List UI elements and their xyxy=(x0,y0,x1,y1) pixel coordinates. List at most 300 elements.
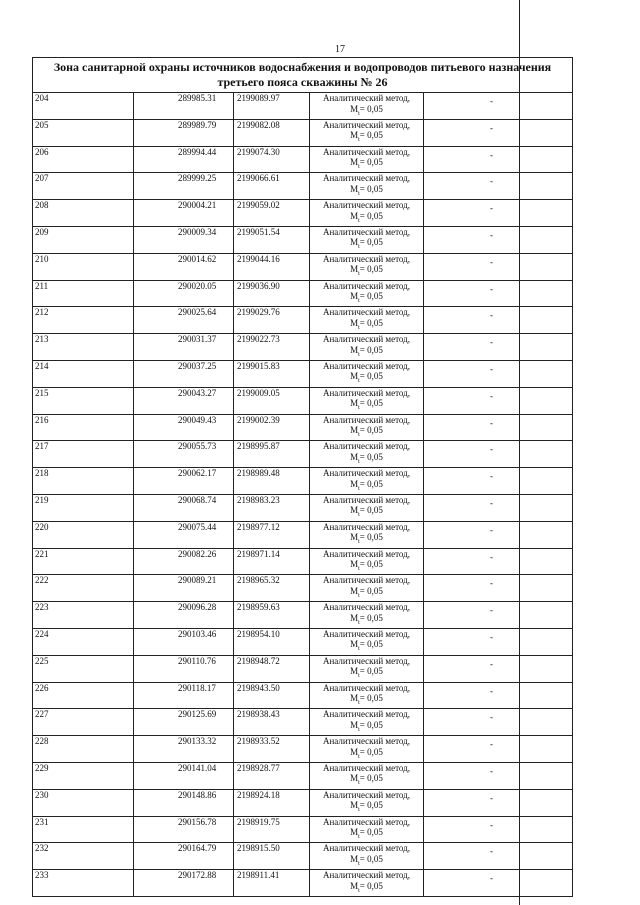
x-coordinate-cell: 290164.79 xyxy=(134,843,234,870)
accuracy-subscript: t xyxy=(358,860,360,867)
method-cell xyxy=(310,762,424,789)
accuracy-symbol: M xyxy=(350,183,359,194)
y-coordinate-cell: 2198977.12 xyxy=(234,521,310,548)
accuracy-value: = 0,05 xyxy=(359,317,383,328)
accuracy-subscript: t xyxy=(358,539,360,546)
dash-mark: - xyxy=(490,363,493,374)
method-accuracy xyxy=(310,130,423,145)
method-name: Аналитический метод, xyxy=(322,173,411,184)
method-accuracy xyxy=(310,184,423,199)
method-name: Аналитический метод, xyxy=(322,334,411,345)
table-row xyxy=(33,307,573,334)
table-row xyxy=(33,414,573,441)
x-coordinate-cell: 290103.46 xyxy=(134,628,234,655)
method-cell xyxy=(310,441,424,468)
method-cell xyxy=(310,253,424,280)
point-number-cell: 221 xyxy=(33,548,134,575)
accuracy-value: = 0,05 xyxy=(359,880,383,891)
dash-mark: - xyxy=(490,497,493,508)
point-number-cell: 228 xyxy=(33,736,134,763)
note-cell xyxy=(424,280,573,307)
x-coordinate-cell: 290148.86 xyxy=(134,789,234,816)
note-cell xyxy=(424,146,573,173)
x-coordinate-cell: 290133.32 xyxy=(134,736,234,763)
accuracy-subscript: t xyxy=(358,673,360,680)
y-coordinate-cell: 2198943.50 xyxy=(234,682,310,709)
accuracy-symbol: M xyxy=(350,666,359,677)
accuracy-subscript: t xyxy=(358,324,360,331)
accuracy-value: = 0,05 xyxy=(359,853,383,864)
method-cell xyxy=(310,816,424,843)
point-number-cell: 223 xyxy=(33,602,134,629)
method-accuracy xyxy=(310,291,423,306)
method-name: Аналитический метод, xyxy=(322,253,411,264)
table-row xyxy=(33,575,573,602)
accuracy-subscript: t xyxy=(358,190,360,197)
point-number-cell: 217 xyxy=(33,441,134,468)
accuracy-value: = 0,05 xyxy=(359,800,383,811)
accuracy-subscript: t xyxy=(358,431,360,438)
x-coordinate-cell: 290118.17 xyxy=(134,682,234,709)
dash-mark: - xyxy=(490,712,493,723)
accuracy-subscript: t xyxy=(358,753,360,760)
dash-mark: - xyxy=(490,390,493,401)
method-cell xyxy=(310,521,424,548)
method-accuracy xyxy=(310,720,423,735)
point-number-cell: 229 xyxy=(33,762,134,789)
dash-mark: - xyxy=(490,578,493,589)
note-cell xyxy=(424,870,573,897)
table-row xyxy=(33,736,573,763)
method-accuracy xyxy=(310,827,423,842)
note-cell xyxy=(424,628,573,655)
accuracy-value: = 0,05 xyxy=(359,746,383,757)
method-name: Аналитический метод, xyxy=(322,682,411,693)
note-cell xyxy=(424,602,573,629)
dash-mark: - xyxy=(490,873,493,884)
method-accuracy xyxy=(310,639,423,654)
x-coordinate-cell: 290110.76 xyxy=(134,655,234,682)
accuracy-symbol: M xyxy=(350,210,359,221)
note-cell xyxy=(424,387,573,414)
method-accuracy xyxy=(310,264,423,279)
method-name: Аналитический метод, xyxy=(322,521,411,532)
note-cell xyxy=(424,843,573,870)
y-coordinate-cell: 2198928.77 xyxy=(234,762,310,789)
x-coordinate-cell: 290049.43 xyxy=(134,414,234,441)
accuracy-subscript: t xyxy=(358,512,360,519)
note-cell xyxy=(424,709,573,736)
coordinates-table xyxy=(32,57,573,897)
dash-mark: - xyxy=(490,417,493,428)
accuracy-symbol: M xyxy=(350,693,359,704)
method-cell xyxy=(310,789,424,816)
accuracy-subscript: t xyxy=(358,351,360,358)
dash-mark: - xyxy=(490,471,493,482)
x-coordinate-cell: 289985.31 xyxy=(134,93,234,120)
accuracy-symbol: M xyxy=(350,317,359,328)
x-coordinate-cell: 290025.64 xyxy=(134,307,234,334)
method-accuracy xyxy=(310,398,423,413)
method-accuracy xyxy=(310,800,423,815)
note-cell xyxy=(424,468,573,495)
accuracy-value: = 0,05 xyxy=(359,585,383,596)
x-coordinate-cell: 289994.44 xyxy=(134,146,234,173)
x-coordinate-cell: 289989.79 xyxy=(134,119,234,146)
x-coordinate-cell: 290172.88 xyxy=(134,870,234,897)
method-name: Аналитический метод, xyxy=(322,468,411,479)
point-number-cell: 212 xyxy=(33,307,134,334)
method-accuracy xyxy=(310,452,423,467)
dash-mark: - xyxy=(490,337,493,348)
point-number-cell: 227 xyxy=(33,709,134,736)
accuracy-value: = 0,05 xyxy=(359,291,383,302)
method-name: Аналитический метод, xyxy=(322,709,411,720)
accuracy-symbol: M xyxy=(350,853,359,864)
y-coordinate-cell: 2199059.02 xyxy=(234,200,310,227)
method-name: Аналитический метод, xyxy=(322,360,411,371)
accuracy-subscript: t xyxy=(358,110,360,117)
accuracy-symbol: M xyxy=(350,505,359,516)
point-number-cell: 205 xyxy=(33,119,134,146)
accuracy-symbol: M xyxy=(350,344,359,355)
y-coordinate-cell: 2199002.39 xyxy=(234,414,310,441)
table-row xyxy=(33,334,573,361)
accuracy-value: = 0,05 xyxy=(359,505,383,516)
x-coordinate-cell: 290096.28 xyxy=(134,602,234,629)
method-accuracy xyxy=(310,559,423,574)
method-accuracy xyxy=(310,613,423,628)
note-cell xyxy=(424,789,573,816)
point-number-cell: 214 xyxy=(33,360,134,387)
method-cell xyxy=(310,119,424,146)
note-cell xyxy=(424,441,573,468)
method-name: Аналитический метод, xyxy=(322,762,411,773)
y-coordinate-cell: 2199051.54 xyxy=(234,226,310,253)
method-accuracy xyxy=(310,532,423,547)
method-accuracy xyxy=(310,345,423,360)
method-cell xyxy=(310,360,424,387)
accuracy-value: = 0,05 xyxy=(359,371,383,382)
method-name: Аналитический метод, xyxy=(322,119,411,130)
accuracy-value: = 0,05 xyxy=(359,451,383,462)
method-name: Аналитический метод, xyxy=(322,280,411,291)
note-cell xyxy=(424,253,573,280)
table-row xyxy=(33,548,573,575)
method-name: Аналитический метод, xyxy=(322,387,411,398)
y-coordinate-cell: 2199044.16 xyxy=(234,253,310,280)
y-coordinate-cell: 2199036.90 xyxy=(234,280,310,307)
dash-mark: - xyxy=(490,819,493,830)
dash-mark: - xyxy=(490,792,493,803)
y-coordinate-cell: 2198938.43 xyxy=(234,709,310,736)
method-accuracy xyxy=(310,854,423,869)
dash-mark: - xyxy=(490,122,493,133)
x-coordinate-cell: 290055.73 xyxy=(134,441,234,468)
point-number-cell: 231 xyxy=(33,816,134,843)
accuracy-subscript: t xyxy=(358,244,360,251)
note-cell xyxy=(424,655,573,682)
x-coordinate-cell: 290068.74 xyxy=(134,494,234,521)
method-accuracy xyxy=(310,237,423,252)
x-coordinate-cell: 290141.04 xyxy=(134,762,234,789)
dash-mark: - xyxy=(490,524,493,535)
point-number-cell: 211 xyxy=(33,280,134,307)
note-cell xyxy=(424,816,573,843)
dash-mark: - xyxy=(490,739,493,750)
accuracy-value: = 0,05 xyxy=(359,398,383,409)
y-coordinate-cell: 2199066.61 xyxy=(234,173,310,200)
accuracy-subscript: t xyxy=(358,137,360,144)
accuracy-value: = 0,05 xyxy=(359,237,383,248)
table-row xyxy=(33,870,573,897)
method-cell xyxy=(310,468,424,495)
x-coordinate-cell: 290020.05 xyxy=(134,280,234,307)
dash-mark: - xyxy=(490,685,493,696)
dash-mark: - xyxy=(490,765,493,776)
table-row xyxy=(33,119,573,146)
point-number-cell: 230 xyxy=(33,789,134,816)
point-number-cell: 209 xyxy=(33,226,134,253)
method-name: Аналитический метод, xyxy=(322,628,411,639)
accuracy-symbol: M xyxy=(350,532,359,543)
table-row xyxy=(33,93,573,120)
method-name: Аналитический метод, xyxy=(322,602,411,613)
y-coordinate-cell: 2198924.18 xyxy=(234,789,310,816)
page-number: 17 xyxy=(335,44,345,55)
dash-mark: - xyxy=(490,658,493,669)
method-name: Аналитический метод, xyxy=(322,575,411,586)
note-cell xyxy=(424,173,573,200)
y-coordinate-cell: 2199029.76 xyxy=(234,307,310,334)
point-number-cell: 204 xyxy=(33,93,134,120)
note-cell xyxy=(424,521,573,548)
dash-mark: - xyxy=(490,551,493,562)
accuracy-value: = 0,05 xyxy=(359,425,383,436)
method-cell xyxy=(310,602,424,629)
accuracy-subscript: t xyxy=(358,699,360,706)
point-number-cell: 216 xyxy=(33,414,134,441)
y-coordinate-cell: 2198983.23 xyxy=(234,494,310,521)
accuracy-subscript: t xyxy=(358,565,360,572)
accuracy-symbol: M xyxy=(350,157,359,168)
accuracy-value: = 0,05 xyxy=(359,344,383,355)
dash-mark: - xyxy=(490,444,493,455)
table-row xyxy=(33,468,573,495)
point-number-cell: 218 xyxy=(33,468,134,495)
table-row xyxy=(33,602,573,629)
y-coordinate-cell: 2199015.83 xyxy=(234,360,310,387)
table-row xyxy=(33,280,573,307)
table-row xyxy=(33,226,573,253)
table-row xyxy=(33,628,573,655)
accuracy-symbol: M xyxy=(350,773,359,784)
accuracy-subscript: t xyxy=(358,405,360,412)
method-cell xyxy=(310,387,424,414)
table-row xyxy=(33,146,573,173)
y-coordinate-cell: 2198995.87 xyxy=(234,441,310,468)
method-cell xyxy=(310,736,424,763)
y-coordinate-cell: 2199082.08 xyxy=(234,119,310,146)
dash-mark: - xyxy=(490,631,493,642)
point-number-cell: 232 xyxy=(33,843,134,870)
accuracy-subscript: t xyxy=(358,485,360,492)
method-cell xyxy=(310,843,424,870)
method-cell xyxy=(310,307,424,334)
accuracy-subscript: t xyxy=(358,458,360,465)
point-number-cell: 206 xyxy=(33,146,134,173)
table-header-row xyxy=(33,58,573,93)
accuracy-subscript: t xyxy=(358,163,360,170)
accuracy-symbol: M xyxy=(350,103,359,114)
accuracy-symbol: M xyxy=(350,746,359,757)
table-row xyxy=(33,762,573,789)
point-number-cell: 222 xyxy=(33,575,134,602)
note-cell xyxy=(424,226,573,253)
method-cell xyxy=(310,200,424,227)
table-row xyxy=(33,843,573,870)
x-coordinate-cell: 290037.25 xyxy=(134,360,234,387)
accuracy-symbol: M xyxy=(350,264,359,275)
point-number-cell: 224 xyxy=(33,628,134,655)
method-cell xyxy=(310,414,424,441)
method-name: Аналитический метод, xyxy=(322,494,411,505)
note-cell xyxy=(424,200,573,227)
method-cell xyxy=(310,709,424,736)
x-coordinate-cell: 290062.17 xyxy=(134,468,234,495)
accuracy-symbol: M xyxy=(350,237,359,248)
note-cell xyxy=(424,736,573,763)
x-coordinate-cell: 290043.27 xyxy=(134,387,234,414)
method-accuracy xyxy=(310,881,423,896)
method-name: Аналитический метод, xyxy=(322,146,411,157)
table-row xyxy=(33,494,573,521)
dash-mark: - xyxy=(490,846,493,857)
accuracy-value: = 0,05 xyxy=(359,183,383,194)
x-coordinate-cell: 290125.69 xyxy=(134,709,234,736)
method-accuracy xyxy=(310,157,423,172)
accuracy-symbol: M xyxy=(350,559,359,570)
method-cell xyxy=(310,548,424,575)
dash-mark: - xyxy=(490,203,493,214)
y-coordinate-cell: 2198989.48 xyxy=(234,468,310,495)
method-name: Аналитический метод, xyxy=(322,736,411,747)
accuracy-symbol: M xyxy=(350,827,359,838)
method-name: Аналитический метод, xyxy=(322,200,411,211)
y-coordinate-cell: 2199022.73 xyxy=(234,334,310,361)
method-cell xyxy=(310,682,424,709)
x-coordinate-cell: 289999.25 xyxy=(134,173,234,200)
table-row xyxy=(33,682,573,709)
margin-vertical-line xyxy=(519,0,520,905)
accuracy-subscript: t xyxy=(358,271,360,278)
method-accuracy xyxy=(310,747,423,762)
table-row xyxy=(33,816,573,843)
method-name: Аналитический метод, xyxy=(322,870,411,881)
x-coordinate-cell: 290075.44 xyxy=(134,521,234,548)
y-coordinate-cell: 2198971.14 xyxy=(234,548,310,575)
table-row xyxy=(33,521,573,548)
note-cell xyxy=(424,93,573,120)
y-coordinate-cell: 2198915.50 xyxy=(234,843,310,870)
accuracy-symbol: M xyxy=(350,880,359,891)
method-name: Аналитический метод, xyxy=(322,548,411,559)
method-accuracy xyxy=(310,371,423,386)
point-number-cell: 226 xyxy=(33,682,134,709)
y-coordinate-cell: 2199009.05 xyxy=(234,387,310,414)
accuracy-value: = 0,05 xyxy=(359,559,383,570)
method-accuracy xyxy=(310,773,423,788)
method-accuracy xyxy=(310,104,423,119)
method-cell xyxy=(310,93,424,120)
table-row xyxy=(33,789,573,816)
method-cell xyxy=(310,655,424,682)
method-accuracy xyxy=(310,586,423,601)
accuracy-subscript: t xyxy=(358,217,360,224)
accuracy-value: = 0,05 xyxy=(359,103,383,114)
accuracy-subscript: t xyxy=(358,726,360,733)
table-row xyxy=(33,173,573,200)
method-name: Аналитический метод, xyxy=(322,843,411,854)
dash-mark: - xyxy=(490,283,493,294)
y-coordinate-cell: 2198965.32 xyxy=(234,575,310,602)
dash-mark: - xyxy=(490,229,493,240)
y-coordinate-cell: 2198919.75 xyxy=(234,816,310,843)
dash-mark: - xyxy=(490,96,493,106)
point-number-cell: 207 xyxy=(33,173,134,200)
point-number-cell: 215 xyxy=(33,387,134,414)
method-name: Аналитический метод, xyxy=(322,441,411,452)
dash-mark: - xyxy=(490,176,493,187)
table-title: Зона санитарной охраны источников водоснабжения и водопроводов питьевого назначения третьего пояса скважины № 26 xyxy=(33,58,573,93)
accuracy-symbol: M xyxy=(350,478,359,489)
note-cell xyxy=(424,414,573,441)
accuracy-symbol: M xyxy=(350,130,359,141)
accuracy-symbol: M xyxy=(350,398,359,409)
accuracy-value: = 0,05 xyxy=(359,773,383,784)
x-coordinate-cell: 290009.34 xyxy=(134,226,234,253)
accuracy-value: = 0,05 xyxy=(359,210,383,221)
method-cell xyxy=(310,146,424,173)
accuracy-value: = 0,05 xyxy=(359,719,383,730)
table-row xyxy=(33,709,573,736)
dash-mark: - xyxy=(490,605,493,616)
note-cell xyxy=(424,494,573,521)
method-name: Аналитический метод, xyxy=(322,816,411,827)
method-cell xyxy=(310,575,424,602)
table-row xyxy=(33,253,573,280)
method-accuracy xyxy=(310,479,423,494)
y-coordinate-cell: 2199074.30 xyxy=(234,146,310,173)
y-coordinate-cell: 2199089.97 xyxy=(234,93,310,120)
note-cell xyxy=(424,307,573,334)
method-cell xyxy=(310,226,424,253)
accuracy-subscript: t xyxy=(358,646,360,653)
accuracy-subscript: t xyxy=(358,378,360,385)
point-number-cell: 208 xyxy=(33,200,134,227)
table-row xyxy=(33,655,573,682)
accuracy-symbol: M xyxy=(350,639,359,650)
dash-mark: - xyxy=(490,149,493,160)
method-name: Аналитический метод, xyxy=(322,226,411,237)
y-coordinate-cell: 2198911.41 xyxy=(234,870,310,897)
x-coordinate-cell: 290082.26 xyxy=(134,548,234,575)
point-number-cell: 225 xyxy=(33,655,134,682)
accuracy-subscript: t xyxy=(358,297,360,304)
point-number-cell: 213 xyxy=(33,334,134,361)
note-cell xyxy=(424,762,573,789)
accuracy-symbol: M xyxy=(350,585,359,596)
